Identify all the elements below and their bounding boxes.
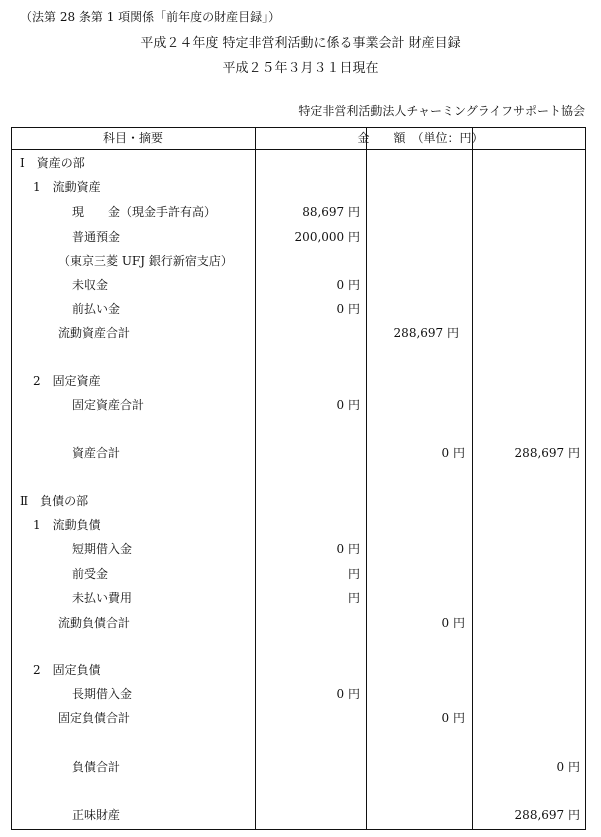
fixed-liabilities-total-value: 0 円 bbox=[441, 711, 465, 725]
net-assets-value: 288,697 円 bbox=[514, 808, 580, 822]
current-liabilities-total-label: 流動負債合計 bbox=[58, 616, 131, 630]
short-loan-value: 0 円 bbox=[336, 542, 360, 556]
advance-label: 前受金 bbox=[72, 567, 109, 581]
bank-label: （東京三菱 UFJ 銀行新宿支店） bbox=[58, 254, 233, 268]
liabilities-total-value: 0 円 bbox=[556, 760, 580, 774]
assets-total-col3-value: 0 円 bbox=[441, 446, 465, 460]
short-loan-label: 短期借入金 bbox=[72, 542, 133, 556]
column-divider-2 bbox=[366, 127, 367, 830]
liabilities-section-label: Ⅱ 負債の部 bbox=[20, 494, 89, 508]
receivable-label: 未収金 bbox=[72, 278, 109, 292]
header-amount: 金 額 （単位：円） bbox=[357, 131, 484, 145]
receivable-value: 0 円 bbox=[336, 278, 360, 292]
fixed-assets-total-value: 0 円 bbox=[336, 398, 360, 412]
header-divider bbox=[11, 149, 586, 150]
fixed-liabilities-total-label: 固定負債合計 bbox=[58, 711, 131, 725]
assets-total-label: 資産合計 bbox=[72, 446, 121, 460]
document-title: 平成２４年度 特定非営利活動に係る事業会計 財産目録 bbox=[140, 36, 461, 51]
deposit-value: 200,000 円 bbox=[294, 230, 360, 244]
fixed-assets-label: 2 固定資産 bbox=[33, 374, 101, 388]
assets-section-label: Ⅰ 資産の部 bbox=[20, 156, 85, 170]
document-date: 平成２５年３月３１日現在 bbox=[222, 61, 379, 76]
legal-note: （法第 28 条第 1 項関係「前年度の財産目録」） bbox=[20, 10, 281, 24]
current-assets-total-label: 流動資産合計 bbox=[58, 326, 131, 340]
accrued-label: 未払い費用 bbox=[72, 591, 133, 605]
header-item: 科目・摘要 bbox=[102, 131, 163, 145]
accrued-value: 円 bbox=[347, 591, 360, 605]
current-assets-label: 1 流動資産 bbox=[33, 180, 101, 194]
prepaid-label: 前払い金 bbox=[72, 302, 121, 316]
advance-value: 円 bbox=[347, 567, 360, 581]
current-liabilities-total-value: 0 円 bbox=[441, 616, 465, 630]
assets-total-value: 288,697 円 bbox=[514, 446, 580, 460]
long-loan-label: 長期借入金 bbox=[72, 687, 133, 701]
net-assets-label: 正味財産 bbox=[72, 808, 121, 822]
current-liabilities-label: 1 流動負債 bbox=[33, 518, 101, 532]
liabilities-total-label: 負債合計 bbox=[72, 760, 121, 774]
fixed-liabilities-label: 2 固定負債 bbox=[33, 663, 101, 677]
cash-label: 現 金（現金手許有高） bbox=[72, 205, 217, 219]
long-loan-value: 0 円 bbox=[336, 687, 360, 701]
fixed-assets-total-label: 固定資産合計 bbox=[72, 398, 145, 412]
prepaid-value: 0 円 bbox=[336, 302, 360, 316]
organization-name: 特定非営利活動法人チャーミングライフサポート協会 bbox=[298, 104, 585, 118]
cash-value: 88,697 円 bbox=[302, 205, 360, 219]
current-assets-total-value: 288,697 円 bbox=[393, 326, 459, 340]
deposit-label: 普通預金 bbox=[72, 230, 121, 244]
column-divider-3 bbox=[472, 127, 473, 830]
